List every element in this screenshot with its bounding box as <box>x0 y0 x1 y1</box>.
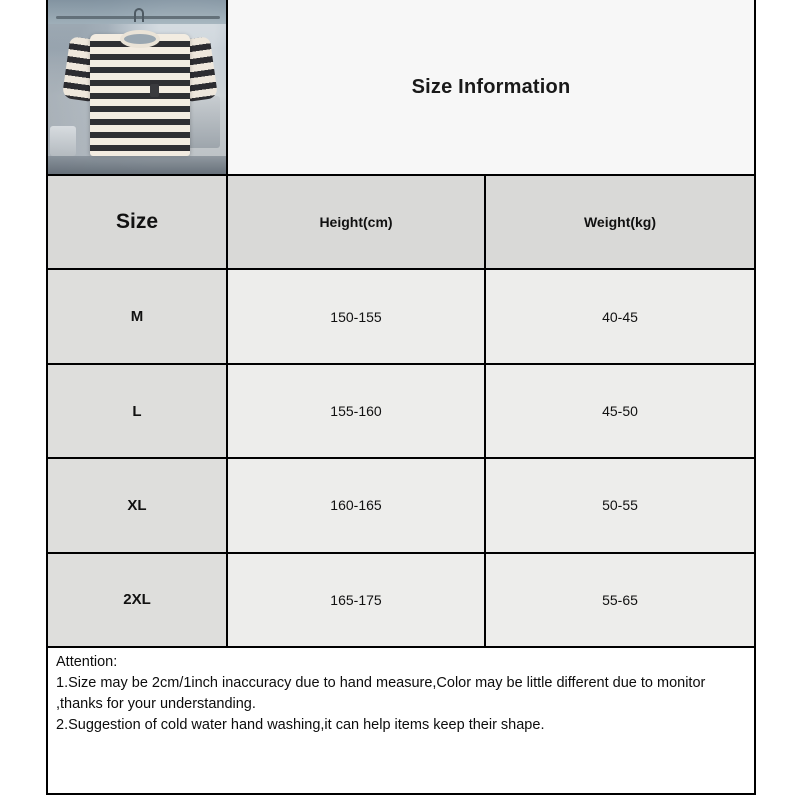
column-header-height: Height(cm) <box>228 176 486 268</box>
attention-line-1: 1.Size may be 2cm/1inch inaccuracy due to hand measure,Color may be little different due to monitor ,thanks for your understanding. <box>56 675 706 713</box>
photo-shelf <box>48 156 226 174</box>
cell-weight: 55-65 <box>486 554 754 646</box>
table-row <box>48 270 754 364</box>
size-chart <box>46 0 756 795</box>
cell-height: 150-155 <box>228 270 486 362</box>
chart-title-cell <box>228 0 754 174</box>
cell-size: M <box>48 270 228 362</box>
cell-weight: 40-45 <box>486 270 754 362</box>
chart-header-row <box>48 0 754 176</box>
table-header-row <box>48 176 754 270</box>
cell-size: XL <box>48 459 228 551</box>
size-table <box>48 176 754 648</box>
cell-height: 160-165 <box>228 459 486 551</box>
column-header-size: Size <box>48 176 228 268</box>
attention-section <box>48 648 754 793</box>
column-header-weight: Weight(kg) <box>486 176 754 268</box>
cell-height: 165-175 <box>228 554 486 646</box>
cell-size: 2XL <box>48 554 228 646</box>
table-row <box>48 554 754 648</box>
table-row <box>48 459 754 553</box>
page-title: Size Information <box>411 75 571 98</box>
tshirt-chest-logo <box>150 84 159 97</box>
tshirt-collar <box>120 30 160 48</box>
striped-tshirt <box>66 24 214 156</box>
hanger-hook-icon <box>134 8 144 22</box>
tshirt-body <box>90 34 190 156</box>
cell-size: L <box>48 365 228 457</box>
cell-height: 155-160 <box>228 365 486 457</box>
attention-line-2: 2.Suggestion of cold water hand washing,it can help items keep their shape. <box>56 717 545 734</box>
attention-heading: Attention: <box>56 654 118 670</box>
cell-weight: 45-50 <box>486 365 754 457</box>
product-photo <box>48 0 228 174</box>
table-row <box>48 365 754 459</box>
cell-weight: 50-55 <box>486 459 754 551</box>
